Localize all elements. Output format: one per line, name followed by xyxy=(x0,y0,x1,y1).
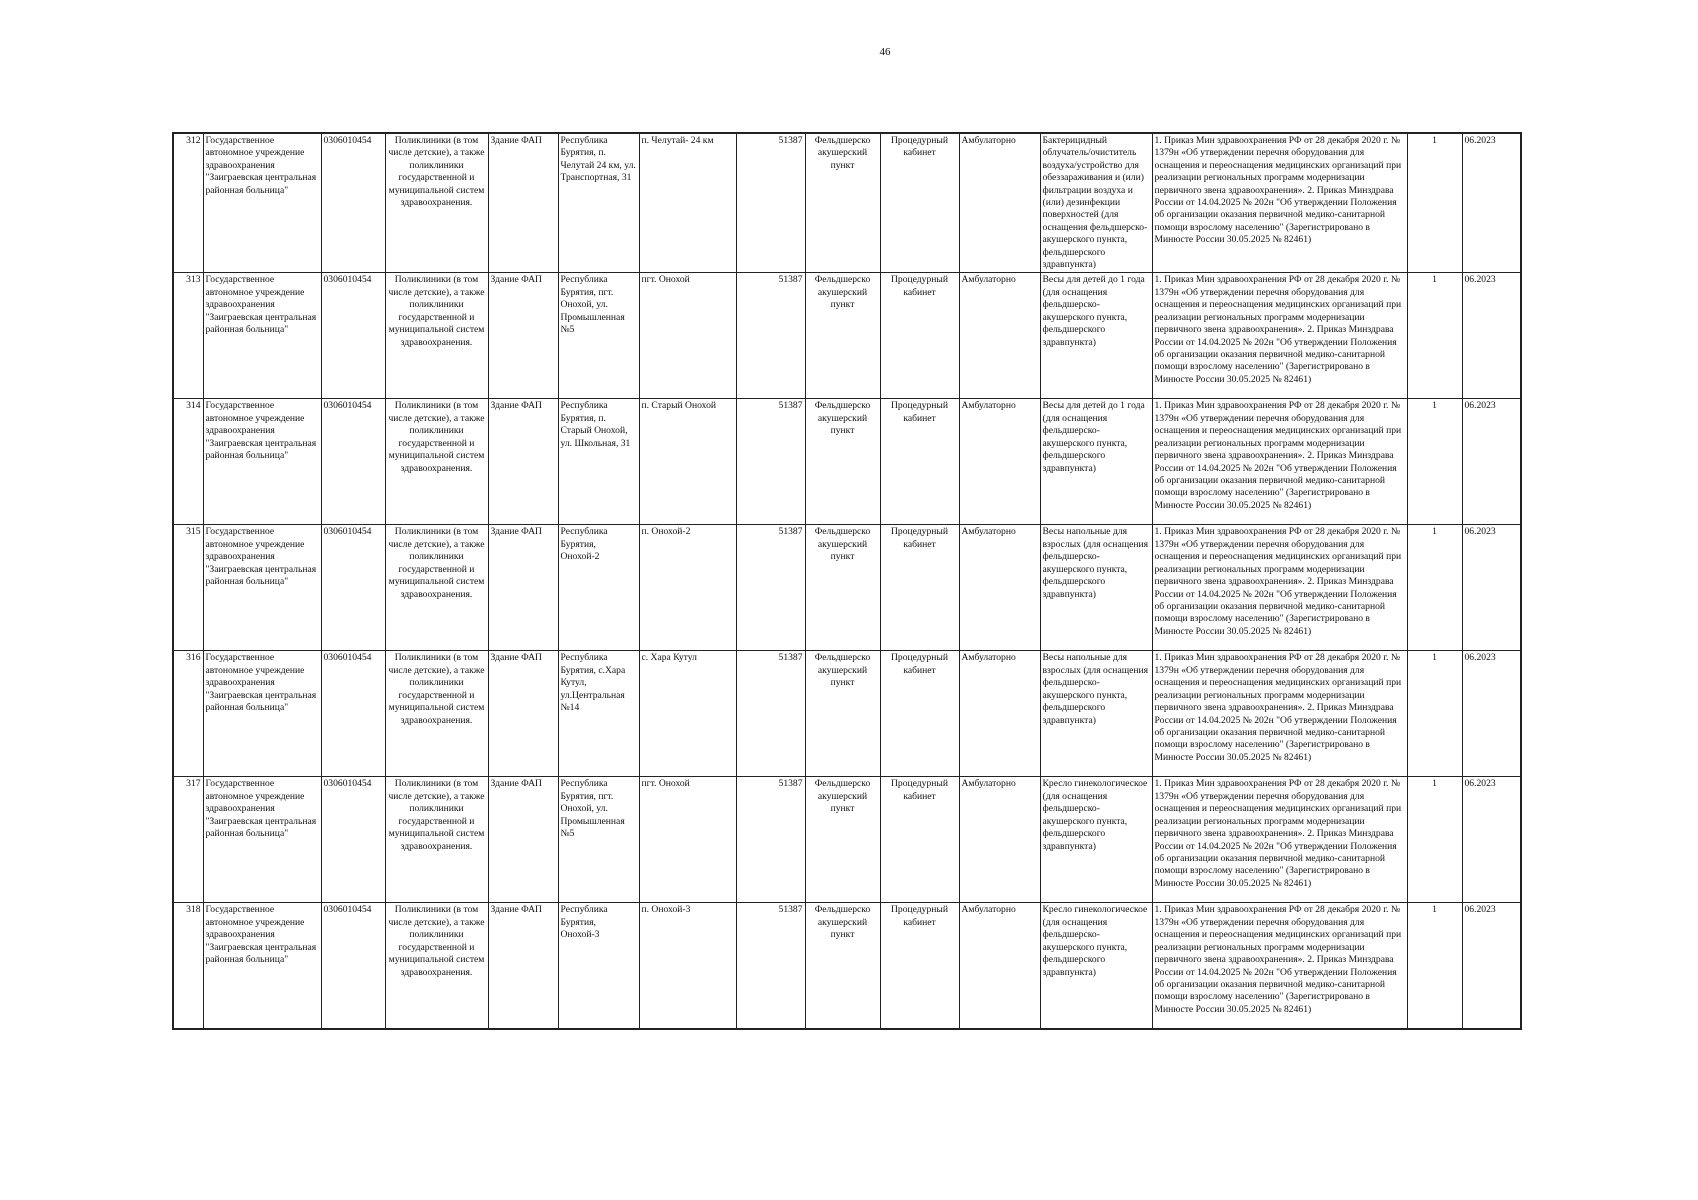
facility-category-cell: Поликлиники (в том числе детские), а также поликлиники государственной и муниципальной систем здравоохранения. xyxy=(385,903,488,1029)
row-number-cell: 318 xyxy=(173,903,203,1029)
legal-basis-cell: 1. Приказ Мин здравоохранения РФ от 28 декабря 2020 г. № 1379н «Об утверждении перечня оборудования для оснащения и переоснащения медицинских организаций при реализации региональных программ модернизации первичного звена здравоохранения». 2. Приказ Минздрава России от 14.04.2025 № 202н "Об утверждении Положения об организации оказания первичной медико-санитарной помощи взрослому населению" (Зарегистрировано в Минюсте России 30.05.2025 № 82461) xyxy=(1152,777,1407,903)
building-name-cell: Здание ФАП xyxy=(488,399,558,525)
legal-basis-cell: 1. Приказ Мин здравоохранения РФ от 28 декабря 2020 г. № 1379н «Об утверждении перечня оборудования для оснащения и переоснащения медицинских организаций при реализации региональных программ модернизации первичного звена здравоохранения». 2. Приказ Минздрава России от 14.04.2025 № 202н "Об утверждении Положения об организации оказания первичной медико-санитарной помощи взрослому населению" (Зарегистрировано в Минюсте России 30.05.2025 № 82461) xyxy=(1152,651,1407,777)
locality-cell: пгт. Онохой xyxy=(639,273,736,399)
legal-basis-cell: 1. Приказ Мин здравоохранения РФ от 28 декабря 2020 г. № 1379н «Об утверждении перечня оборудования для оснащения и переоснащения медицинских организаций при реализации региональных программ модернизации первичного звена здравоохранения». 2. Приказ Минздрава России от 14.04.2025 № 202н "Об утверждении Положения об организации оказания первичной медико-санитарной помощи взрослому населению" (Зарегистрировано в Минюсте России 30.05.2025 № 82461) xyxy=(1152,525,1407,651)
locality-cell: п. Старый Онохой xyxy=(639,399,736,525)
address-cell: Республика Бурятия, Онохой-2 xyxy=(558,525,639,651)
locality-cell: п. Челутай- 24 км xyxy=(639,133,736,273)
quantity-cell: 1 xyxy=(1407,903,1462,1029)
oktmo-code-cell: 51387 xyxy=(736,273,805,399)
date-cell: 06.2023 xyxy=(1462,903,1521,1029)
organization-name-cell: Государственное автономное учреждение здравоохранения "Заиграевская центральная районная больница" xyxy=(203,525,321,651)
row-number-cell: 312 xyxy=(173,133,203,273)
building-name-cell: Здание ФАП xyxy=(488,273,558,399)
care-form-cell: Амбулаторно xyxy=(959,273,1040,399)
unit-name-cell: Фельдшерско акушерский пункт xyxy=(805,903,880,1029)
locality-cell: с. Хара Кутул xyxy=(639,651,736,777)
facility-category-cell: Поликлиники (в том числе детские), а также поликлиники государственной и муниципальной систем здравоохранения. xyxy=(385,273,488,399)
organization-name-cell: Государственное автономное учреждение здравоохранения "Заиграевская центральная районная больница" xyxy=(203,903,321,1029)
quantity-cell: 1 xyxy=(1407,273,1462,399)
quantity-cell: 1 xyxy=(1407,399,1462,525)
organization-name-cell: Государственное автономное учреждение здравоохранения "Заиграевская центральная районная больница" xyxy=(203,133,321,273)
equipment-name-cell: Бактерицидный облучатель/очиститель воздуха/устройство для обеззараживания и (или) фильтрации воздуха и (или) дезинфекции поверхностей (для оснащения фельдшерско-акушерского пункта, фельдшерского здравпункта) xyxy=(1040,133,1152,273)
building-name-cell: Здание ФАП xyxy=(488,133,558,273)
unit-name-cell: Фельдшерско акушерский пункт xyxy=(805,133,880,273)
date-cell: 06.2023 xyxy=(1462,777,1521,903)
equipment-name-cell: Кресло гинекологическое (для оснащения фельдшерско-акушерского пункта, фельдшерского здравпункта) xyxy=(1040,903,1152,1029)
date-cell: 06.2023 xyxy=(1462,651,1521,777)
locality-cell: п. Онохой-2 xyxy=(639,525,736,651)
facility-category-cell: Поликлиники (в том числе детские), а также поликлиники государственной и муниципальной систем здравоохранения. xyxy=(385,525,488,651)
oktmo-code-cell: 51387 xyxy=(736,777,805,903)
date-cell: 06.2023 xyxy=(1462,273,1521,399)
organization-code-cell: 0306010454 xyxy=(321,651,385,777)
table-row xyxy=(173,777,1521,903)
equipment-name-cell: Весы напольные для взрослых (для оснащения фельдшерско-акушерского пункта, фельдшерского здравпункта) xyxy=(1040,651,1152,777)
address-cell: Республика Бурятия, Онохой-3 xyxy=(558,903,639,1029)
care-form-cell: Амбулаторно xyxy=(959,777,1040,903)
equipment-name-cell: Весы напольные для взрослых (для оснащения фельдшерско-акушерского пункта, фельдшерского здравпункта) xyxy=(1040,525,1152,651)
care-form-cell: Амбулаторно xyxy=(959,399,1040,525)
building-name-cell: Здание ФАП xyxy=(488,777,558,903)
table-row xyxy=(173,903,1521,1029)
quantity-cell: 1 xyxy=(1407,651,1462,777)
unit-name-cell: Фельдшерско акушерский пункт xyxy=(805,525,880,651)
date-cell: 06.2023 xyxy=(1462,399,1521,525)
legal-basis-cell: 1. Приказ Мин здравоохранения РФ от 28 декабря 2020 г. № 1379н «Об утверждении перечня оборудования для оснащения и переоснащения медицинских организаций при реализации региональных программ модернизации первичного звена здравоохранения». 2. Приказ Минздрава России от 14.04.2025 № 202н "Об утверждении Положения об организации оказания первичной медико-санитарной помощи взрослому населению" (Зарегистрировано в Минюсте России 30.05.2025 № 82461) xyxy=(1152,273,1407,399)
organization-code-cell: 0306010454 xyxy=(321,399,385,525)
address-cell: Республика Бурятия, пгт. Онохой, ул. Промышленная №5 xyxy=(558,777,639,903)
quantity-cell: 1 xyxy=(1407,133,1462,273)
unit-name-cell: Фельдшерско акушерский пункт xyxy=(805,651,880,777)
table-row xyxy=(173,525,1521,651)
organization-code-cell: 0306010454 xyxy=(321,903,385,1029)
facility-category-cell: Поликлиники (в том числе детские), а также поликлиники государственной и муниципальной систем здравоохранения. xyxy=(385,399,488,525)
room-name-cell: Процедурный кабинет xyxy=(880,133,959,273)
legal-basis-cell: 1. Приказ Мин здравоохранения РФ от 28 декабря 2020 г. № 1379н «Об утверждении перечня оборудования для оснащения и переоснащения медицинских организаций при реализации региональных программ модернизации первичного звена здравоохранения». 2. Приказ Минздрава России от 14.04.2025 № 202н "Об утверждении Положения об организации оказания первичной медико-санитарной помощи взрослому населению" (Зарегистрировано в Минюсте России 30.05.2025 № 82461) xyxy=(1152,903,1407,1029)
table-row xyxy=(173,133,1521,273)
table-row xyxy=(173,651,1521,777)
room-name-cell: Процедурный кабинет xyxy=(880,651,959,777)
room-name-cell: Процедурный кабинет xyxy=(880,525,959,651)
date-cell: 06.2023 xyxy=(1462,133,1521,273)
equipment-name-cell: Весы для детей до 1 года (для оснащения фельдшерско-акушерского пункта, фельдшерского здравпункта) xyxy=(1040,273,1152,399)
quantity-cell: 1 xyxy=(1407,777,1462,903)
care-form-cell: Амбулаторно xyxy=(959,133,1040,273)
address-cell: Республика Бурятия, с.Хара Кутул, ул.Центральная №14 xyxy=(558,651,639,777)
room-name-cell: Процедурный кабинет xyxy=(880,903,959,1029)
facility-category-cell: Поликлиники (в том числе детские), а также поликлиники государственной и муниципальной систем здравоохранения. xyxy=(385,651,488,777)
organization-name-cell: Государственное автономное учреждение здравоохранения "Заиграевская центральная районная больница" xyxy=(203,651,321,777)
oktmo-code-cell: 51387 xyxy=(736,399,805,525)
unit-name-cell: Фельдшерско акушерский пункт xyxy=(805,777,880,903)
building-name-cell: Здание ФАП xyxy=(488,651,558,777)
equipment-register-table xyxy=(172,132,1522,1030)
row-number-cell: 315 xyxy=(173,525,203,651)
page-number: 46 xyxy=(879,46,891,58)
locality-cell: п. Онохой-3 xyxy=(639,903,736,1029)
room-name-cell: Процедурный кабинет xyxy=(880,777,959,903)
locality-cell: пгт. Онохой xyxy=(639,777,736,903)
date-cell: 06.2023 xyxy=(1462,525,1521,651)
quantity-cell: 1 xyxy=(1407,525,1462,651)
facility-category-cell: Поликлиники (в том числе детские), а также поликлиники государственной и муниципальной систем здравоохранения. xyxy=(385,777,488,903)
room-name-cell: Процедурный кабинет xyxy=(880,399,959,525)
unit-name-cell: Фельдшерско акушерский пункт xyxy=(805,273,880,399)
address-cell: Республика Бурятия, пгт. Онохой, ул. Промышленная №5 xyxy=(558,273,639,399)
organization-code-cell: 0306010454 xyxy=(321,133,385,273)
organization-name-cell: Государственное автономное учреждение здравоохранения "Заиграевская центральная районная больница" xyxy=(203,273,321,399)
facility-category-cell: Поликлиники (в том числе детские), а также поликлиники государственной и муниципальной систем здравоохранения. xyxy=(385,133,488,273)
oktmo-code-cell: 51387 xyxy=(736,903,805,1029)
table-row xyxy=(173,273,1521,399)
building-name-cell: Здание ФАП xyxy=(488,903,558,1029)
row-number-cell: 314 xyxy=(173,399,203,525)
organization-name-cell: Государственное автономное учреждение здравоохранения "Заиграевская центральная районная больница" xyxy=(203,399,321,525)
organization-name-cell: Государственное автономное учреждение здравоохранения "Заиграевская центральная районная больница" xyxy=(203,777,321,903)
row-number-cell: 316 xyxy=(173,651,203,777)
organization-code-cell: 0306010454 xyxy=(321,273,385,399)
oktmo-code-cell: 51387 xyxy=(736,133,805,273)
equipment-name-cell: Весы для детей до 1 года (для оснащения фельдшерско-акушерского пункта, фельдшерского здравпункта) xyxy=(1040,399,1152,525)
unit-name-cell: Фельдшерско акушерский пункт xyxy=(805,399,880,525)
care-form-cell: Амбулаторно xyxy=(959,651,1040,777)
legal-basis-cell: 1. Приказ Мин здравоохранения РФ от 28 декабря 2020 г. № 1379н «Об утверждении перечня оборудования для оснащения и переоснащения медицинских организаций при реализации региональных программ модернизации первичного звена здравоохранения». 2. Приказ Минздрава России от 14.04.2025 № 202н "Об утверждении Положения об организации оказания первичной медико-санитарной помощи взрослому населению" (Зарегистрировано в Минюсте России 30.05.2025 № 82461) xyxy=(1152,399,1407,525)
room-name-cell: Процедурный кабинет xyxy=(880,273,959,399)
oktmo-code-cell: 51387 xyxy=(736,651,805,777)
care-form-cell: Амбулаторно xyxy=(959,903,1040,1029)
row-number-cell: 317 xyxy=(173,777,203,903)
table-row xyxy=(173,399,1521,525)
equipment-name-cell: Кресло гинекологическое (для оснащения фельдшерско-акушерского пункта, фельдшерского здравпункта) xyxy=(1040,777,1152,903)
building-name-cell: Здание ФАП xyxy=(488,525,558,651)
row-number-cell: 313 xyxy=(173,273,203,399)
organization-code-cell: 0306010454 xyxy=(321,777,385,903)
address-cell: Республика Бурятия, п. Челутай 24 км, ул. Транспортная, 31 xyxy=(558,133,639,273)
oktmo-code-cell: 51387 xyxy=(736,525,805,651)
organization-code-cell: 0306010454 xyxy=(321,525,385,651)
legal-basis-cell: 1. Приказ Мин здравоохранения РФ от 28 декабря 2020 г. № 1379н «Об утверждении перечня оборудования для оснащения и переоснащения медицинских организаций при реализации региональных программ модернизации первичного звена здравоохранения». 2. Приказ Минздрава России от 14.04.2025 № 202н "Об утверждении Положения об организации оказания первичной медико-санитарной помощи взрослому населению" (Зарегистрировано в Минюсте России 30.05.2025 № 82461) xyxy=(1152,133,1407,273)
address-cell: Республика Бурятия, п. Старый Онохой, ул. Школьная, 31 xyxy=(558,399,639,525)
care-form-cell: Амбулаторно xyxy=(959,525,1040,651)
